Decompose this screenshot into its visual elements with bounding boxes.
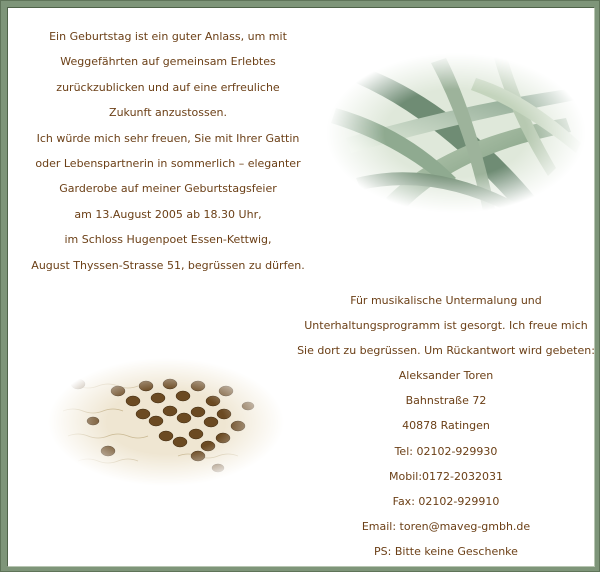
invitation-date-line: am 13.August 2005 ab 18.30 Uhr,	[74, 207, 262, 221]
details-line: Sie dort zu begrüssen. Um Rückantwort wird gebeten:	[297, 344, 595, 358]
details-line: Für musikalische Untermalung und	[350, 294, 542, 307]
contact-city: 40878 Ratingen	[402, 419, 490, 433]
contact-fax: Fax: 02102-929910	[392, 494, 500, 508]
invitation-line: oder Lebenspartnerin in sommerlich – eleganter	[35, 156, 301, 170]
contact-email: Email: toren@maveg-gmbh.de	[361, 519, 531, 533]
invitation-card	[7, 7, 595, 567]
postscript: PS: Bitte keine Geschenke	[374, 544, 518, 558]
contact-street: Bahnstraße 72	[405, 394, 487, 408]
invitation-line: Weggefährten auf gemeinsam Erlebtes	[60, 55, 276, 69]
contact-phone: Tel: 02102-929930	[394, 444, 498, 458]
contact-name: Aleksander Toren	[398, 369, 494, 383]
invitation-venue-line: im Schloss Hugenpoet Essen-Kettwig,	[64, 233, 272, 247]
contact-mobile: Mobil:0172-2032031	[389, 469, 503, 483]
invitation-line: Garderobe auf meiner Geburtstagsfeier	[59, 182, 277, 196]
agave-leaves-photo	[326, 48, 586, 218]
coffee-beans-photo	[48, 356, 284, 488]
invitation-address-line: August Thyssen-Strasse 51, begrüssen zu dürfen.	[31, 258, 305, 272]
invitation-line: Ich würde mich sehr freuen, Sie mit Ihrer Gattin	[36, 131, 300, 145]
invitation-text	[20, 24, 316, 278]
details-text	[294, 288, 598, 564]
invitation-line: Zukunft anzustossen.	[109, 106, 227, 120]
details-line: Unterhaltungsprogramm ist gesorgt. Ich freue mich	[304, 319, 588, 333]
invitation-line: zurückzublicken und auf eine erfreuliche	[56, 80, 280, 94]
invitation-line: Ein Geburtstag ist ein guter Anlass, um mit	[49, 30, 287, 43]
